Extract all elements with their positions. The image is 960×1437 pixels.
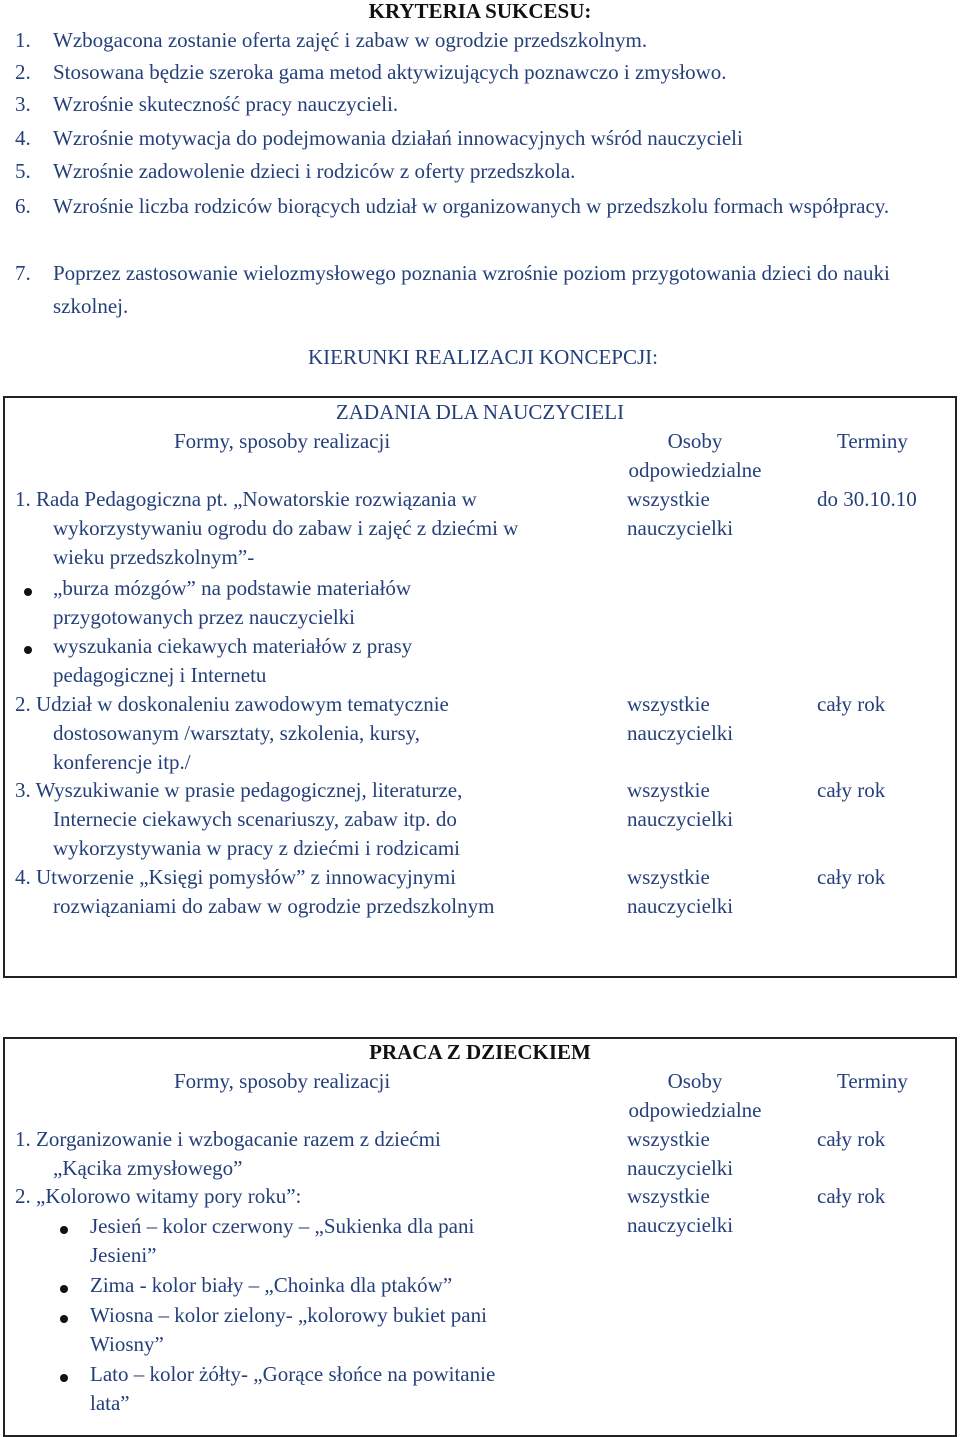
task-row-1-bullet-1: „burza mózgów” na podstawie materiałów przygotowanych przez nauczycielki [53, 576, 412, 629]
child-row-1-deadline: cały rok [817, 1127, 886, 1151]
child-row-2-bullet-2: Zima - kolor biały – „Choinka dla ptaków” [90, 1273, 453, 1297]
child-row-1-persons: wszystkie nauczycielki [627, 1127, 734, 1180]
task-row-1-deadline: do 30.10.10 [817, 487, 917, 511]
bullet-icon [60, 1285, 68, 1293]
teachers-section-title: ZADANIA DLA NAUCZYCIELI [335, 400, 625, 424]
column-header-persons: Osoby odpowiedzialne [628, 429, 762, 482]
criteria-item: 5. Wzrośnie zadowolenie dzieci i rodziców z oferty przedszkola. [15, 159, 576, 183]
column-header-persons-2: Osoby odpowiedzialne [628, 1069, 762, 1122]
column-header-forms-2: Formy, sposoby realizacji [174, 1069, 391, 1093]
task-row-2-persons: wszystkie nauczycielki [627, 692, 734, 745]
child-row-1: 1. Zorganizowanie i wzbogacanie razem z dziećmi „Kącika zmysłowego” [15, 1127, 441, 1180]
task-row-1-persons: wszystkie nauczycielki [627, 487, 734, 540]
criteria-item: 3. Wzrośnie skuteczność pracy nauczycieli. [15, 92, 399, 116]
task-row-4-deadline: cały rok [817, 865, 886, 889]
task-row-2-deadline: cały rok [817, 692, 886, 716]
column-header-deadlines-2: Terminy [837, 1069, 908, 1093]
child-section-title: PRACA Z DZIECKIEM [369, 1040, 591, 1064]
task-row-4-persons: wszystkie nauczycielki [627, 865, 734, 918]
task-row-1-bullet-2: wyszukania ciekawych materiałów z prasy pedagogicznej i Internetu [53, 634, 413, 687]
task-row-4: 4. Utworzenie „Księgi pomysłów” z innowacyjnymi rozwiązaniami do zabaw w ogrodzie przedszkolnym [15, 865, 495, 918]
criteria-item: 2. Stosowana będzie szeroka gama metod aktywizujących poznawczo i zmysłowo. [15, 60, 727, 84]
criteria-item: 1. Wzbogacona zostanie oferta zajęć i zabaw w ogrodzie przedszkolnym. [15, 28, 648, 52]
child-row-2-deadline: cały rok [817, 1184, 886, 1208]
bullet-icon [24, 588, 32, 596]
criteria-item: 4. Wzrośnie motywacja do podejmowania działań innowacyjnych wśród nauczycieli [15, 126, 743, 150]
child-row-2-persons: wszystkie nauczycielki [627, 1184, 734, 1237]
criteria-title: KRYTERIA SUKCESU: [368, 0, 592, 23]
bullet-icon [60, 1226, 68, 1234]
child-row-2-bullet-1: Jesień – kolor czerwony – „Sukienka dla pani Jesieni” [90, 1214, 475, 1267]
task-row-3-deadline: cały rok [817, 778, 886, 802]
criteria-item: 6. Wzrośnie liczba rodziców biorących udział w organizowanych w przedszkolu formach współpracy. [15, 194, 890, 218]
task-row-2: 2. Udział w doskonaleniu zawodowym tematycznie dostosowanym /warsztaty, szkolenia, kursy, konferencje itp./ [15, 692, 449, 774]
child-row-2: 2. „Kolorowo witamy pory roku”: [15, 1184, 302, 1208]
task-row-3-persons: wszystkie nauczycielki [627, 778, 734, 831]
bullet-icon [24, 646, 32, 654]
bullet-icon [60, 1374, 68, 1382]
child-row-2-bullet-4: Lato – kolor żółty- „Gorące słońce na powitanie lata” [90, 1362, 496, 1415]
directions-title: KIERUNKI REALIZACJI KONCEPCJI: [308, 345, 658, 369]
column-header-deadlines: Terminy [837, 429, 908, 453]
child-row-2-bullet-3: Wiosna – kolor zielony- „kolorowy bukiet pani Wiosny” [90, 1303, 487, 1356]
task-row-1: 1. Rada Pedagogiczna pt. „Nowatorskie rozwiązania w wykorzystywaniu ogrodu do zabaw i zajęć z dziećmi w wieku przedszkolnym”- [15, 487, 519, 569]
column-header-forms: Formy, sposoby realizacji [174, 429, 391, 453]
criteria-item: 7. Poprzez zastosowanie wielozmysłowego poznania wzrośnie poziom przygotowania dzieci do nauki szkolnej. [15, 261, 890, 318]
task-row-3: 3. Wyszukiwanie w prasie pedagogicznej, literaturze, Internecie ciekawych scenariuszy, zabaw itp. do wykorzystywania w pracy z dziećmi i rodzicami [15, 778, 463, 860]
bullet-icon [60, 1315, 68, 1323]
